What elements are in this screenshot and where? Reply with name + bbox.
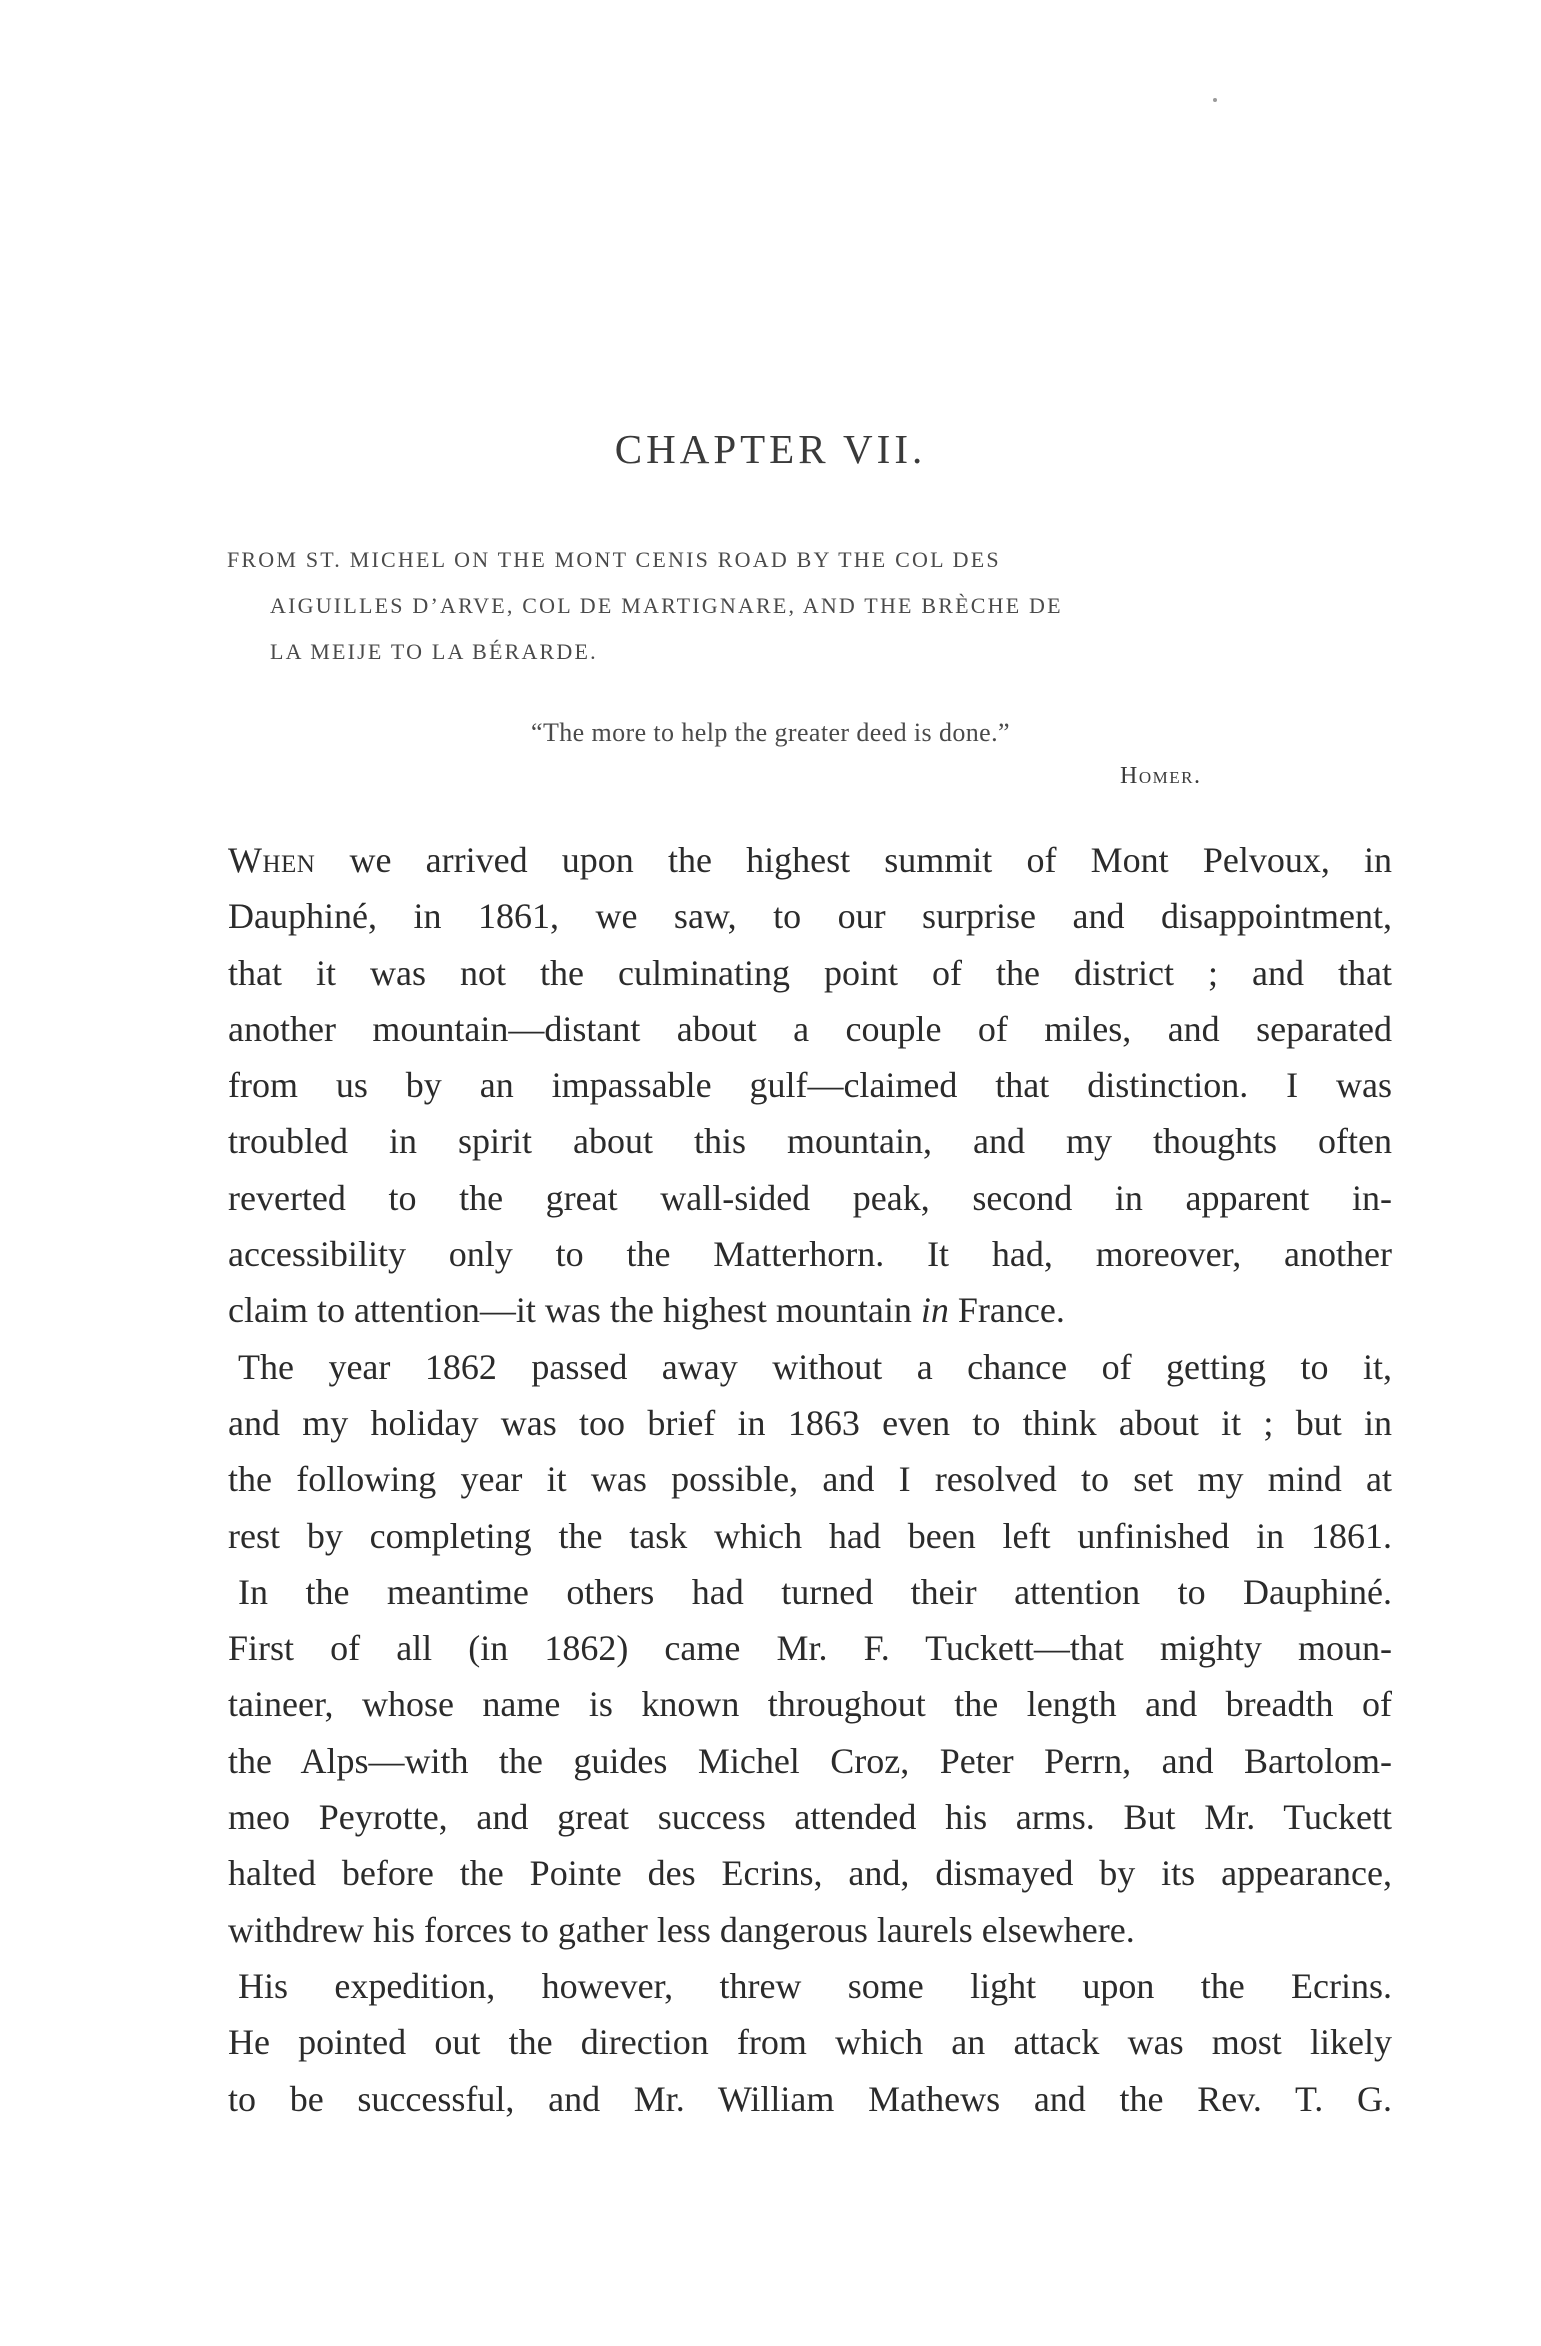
paragraph-3 — [228, 1564, 1392, 1958]
text-line: halted before the Pointe des Ecrins, and, dismayed by its appearance, — [228, 1853, 1392, 1894]
text-line: reverted to the great wall-sided peak, second in apparent in- — [228, 1177, 1392, 1218]
text-line: His expedition, however, threw some light upon the Ecrins. — [238, 1965, 1392, 2006]
lead-word: When — [228, 840, 316, 880]
text-line: meo Peyrotte, and great success attended his arms. But Mr. Tuckett — [228, 1797, 1392, 1838]
text-line: that it was not the culminating point of the district ; and that — [228, 952, 1392, 993]
text-line — [228, 832, 1392, 888]
chapter-summary — [227, 537, 1387, 675]
paragraph-1 — [228, 832, 1392, 1339]
text-segment: France. — [948, 1290, 1065, 1331]
text-line: to be successful, and Mr. William Mathews and the Rev. T. G. — [228, 2078, 1392, 2119]
text-line: the Alps—with the guides Michel Croz, Peter Perrn, and Bartolom- — [228, 1740, 1392, 1781]
chapter-body — [228, 832, 1392, 2127]
text-line: troubled in spirit about this mountain, and my thoughts often — [228, 1121, 1392, 1162]
text-line: He pointed out the direction from which an attack was most likely — [228, 2022, 1392, 2063]
text-line: withdrew his forces to gather less dangerous laurels elsewhere. — [228, 1909, 1135, 1950]
epigraph-attribution: Homer. — [1120, 763, 1202, 789]
epigraph-quote: “The more to help the greater deed is done.” — [531, 718, 1010, 747]
text-line: rest by completing the task which had been left unfinished in 1861. — [228, 1515, 1392, 1556]
text-line: First of all (in 1862) came Mr. F. Tuckett—that mighty moun- — [228, 1628, 1392, 1669]
text-line: the following year it was possible, and I resolved to set my mind at — [228, 1459, 1392, 1500]
text-line-rest: we arrived upon the highest summit of Mont Pelvoux, in — [315, 840, 1392, 880]
summary-line: FROM ST. MICHEL ON THE MONT CENIS ROAD BY THE COL DES — [227, 547, 1001, 572]
text-line: accessibility only to the Matterhorn. It had, moreover, another — [228, 1234, 1392, 1275]
summary-line: AIGUILLES D’ARVE, COL DE MARTIGNARE, AND THE BRÈCHE DE — [270, 593, 1063, 618]
text-line: and my holiday was too brief in 1863 even to think about it ; but in — [228, 1402, 1392, 1443]
text-line — [228, 1282, 1392, 1338]
text-line: The year 1862 passed away without a chance of getting to it, — [238, 1346, 1392, 1387]
paragraph-2 — [228, 1339, 1392, 1564]
text-line: Dauphiné, in 1861, we saw, to our surprise and disappointment, — [228, 896, 1392, 937]
text-line: In the meantime others had turned their attention to Dauphiné. — [238, 1571, 1392, 1612]
text-segment: claim to attention—it was the highest mountain — [228, 1290, 921, 1331]
chapter-title: CHAPTER VII. — [614, 426, 927, 472]
paper-speck — [1213, 98, 1217, 102]
text-line: from us by an impassable gulf—claimed that distinction. I was — [228, 1065, 1392, 1106]
summary-line: LA MEIJE TO LA BÉRARDE. — [270, 639, 598, 664]
italic-word: in — [920, 1290, 949, 1331]
paragraph-4 — [228, 1958, 1392, 2127]
text-line: another mountain—distant about a couple of miles, and separated — [228, 1008, 1392, 1049]
text-line: taineer, whose name is known throughout the length and breadth of — [228, 1684, 1392, 1725]
